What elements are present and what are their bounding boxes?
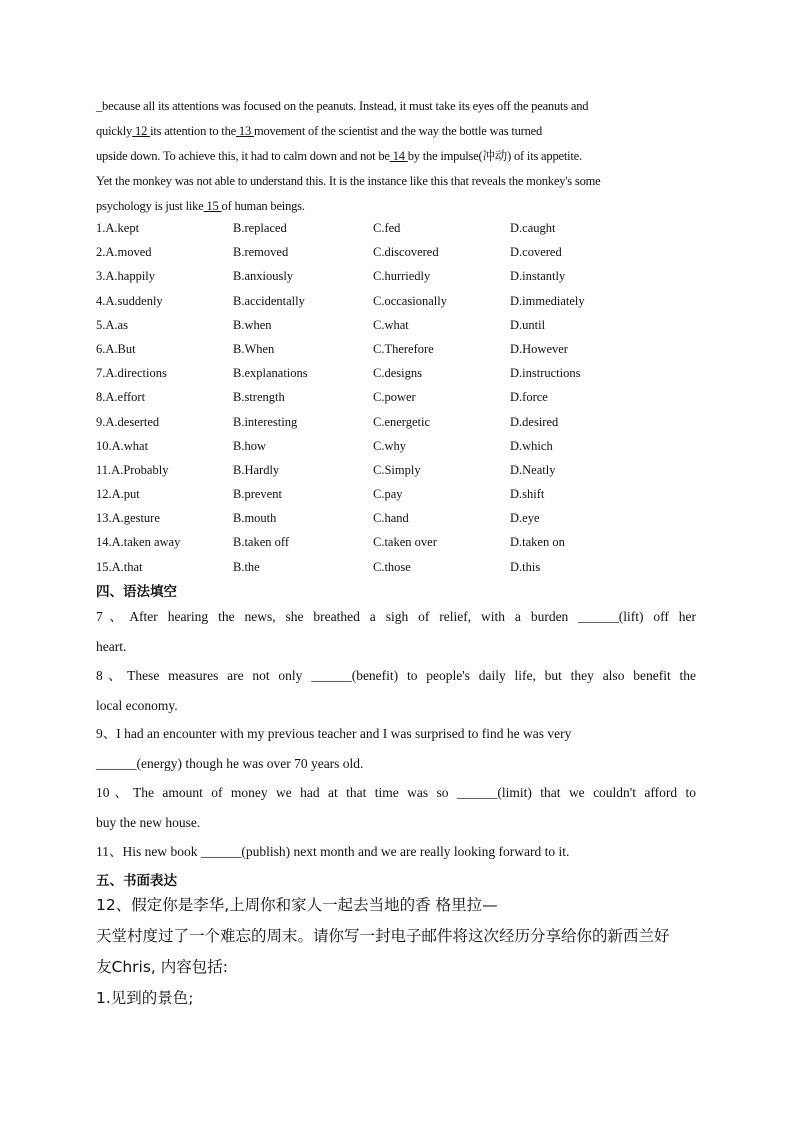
grammar-question-9: 9、I had an encounter with my previous teacher and I was surprised to find he was very ______(energy) though he was over 70 years old. — [96, 726, 572, 771]
grammar-question-10: 10、The amount of money we had at that time was so ______(limit) that we couldn't afford to buy the new house. — [96, 785, 696, 830]
option-d: D.shift — [510, 487, 545, 502]
grammar-question-8: 8、These measures are not only ______(benefit) to people's daily life, but they also benefit the local economy. — [96, 668, 696, 713]
option-a: 14.A.taken away — [96, 535, 181, 550]
option-d: D.However — [510, 341, 568, 356]
option-row — [96, 436, 696, 460]
option-a: 15.A.that — [96, 559, 143, 574]
option-b: B.When — [233, 341, 275, 356]
passage-line-1: _because all its attentions was focused on the peanuts. Instead, it must take its eyes off the peanuts and — [96, 99, 589, 113]
option-a: 4.A.suddenly — [96, 293, 163, 308]
option-b: B.prevent — [233, 487, 282, 502]
option-c: C.discovered — [373, 245, 439, 260]
option-d: D.immediately — [510, 293, 585, 308]
option-row — [96, 557, 696, 581]
option-row — [96, 387, 696, 411]
option-row — [96, 460, 696, 484]
option-row — [96, 363, 696, 387]
option-c: C.power — [373, 390, 416, 405]
option-d: D.caught — [510, 221, 556, 235]
option-a: 10.A.what — [96, 438, 149, 453]
option-c: C.energetic — [373, 414, 431, 429]
option-d: D.until — [510, 317, 546, 332]
option-a: 11.A.Probably — [96, 462, 169, 477]
option-d: D.force — [510, 390, 548, 405]
option-d: D.which — [510, 438, 553, 453]
option-b: B.the — [233, 559, 260, 574]
writing-line-4: 1.见到的景色; — [96, 989, 194, 1007]
option-d: D.covered — [510, 245, 562, 260]
blank-15: 15 — [203, 199, 222, 213]
option-row — [96, 291, 696, 315]
option-b: B.accidentally — [233, 293, 305, 308]
option-a: 1.A.kept — [96, 221, 140, 235]
grammar-question-11: 11、His new book ______(publish) next month and we are really looking forward to it. — [96, 844, 570, 859]
option-row — [96, 484, 696, 508]
option-a: 2.A.moved — [96, 245, 152, 260]
option-c: C.Therefore — [373, 341, 434, 356]
option-c: C.why — [373, 438, 406, 453]
writing-line-1: 12、假定你是李华,上周你和家人一起去当地的香 格里拉— — [96, 896, 498, 914]
option-b: B.strength — [233, 390, 285, 405]
option-b: B.when — [233, 317, 272, 332]
option-b: B.Hardly — [233, 462, 280, 477]
passage-line-3: upside down. To achieve this, it had to calm down and not be 14 by the impulse(冲动) of its appetite. — [96, 149, 582, 163]
option-c: C.what — [373, 317, 409, 332]
grammar-question-7: 7、After hearing the news, she breathed a sigh of relief, with a burden ______(lift) off her heart. — [96, 609, 696, 654]
option-b: B.replaced — [233, 221, 287, 235]
option-c: C.hand — [373, 511, 409, 526]
option-a: 5.A.as — [96, 317, 128, 332]
option-c: C.fed — [373, 221, 401, 235]
section-title-grammar: 四、语法填空 — [96, 584, 177, 600]
passage-line-5: psychology is just like 15 of human beings. — [96, 199, 305, 213]
option-c: C.designs — [373, 366, 422, 381]
blank-14: 14 — [389, 149, 408, 163]
writing-line-3: 友Chris, 内容包括: — [96, 958, 228, 976]
option-d: D.eye — [510, 511, 540, 526]
option-a: 8.A.effort — [96, 390, 146, 405]
passage-line-2: quickly 12 its attention to the 13 movement of the scientist and the way the bottle was turned — [96, 124, 543, 138]
option-a: 13.A.gesture — [96, 511, 160, 526]
option-row — [96, 412, 696, 436]
option-b: B.anxiously — [233, 269, 294, 284]
option-row — [96, 218, 696, 242]
writing-prompt — [96, 890, 706, 1014]
option-d: D.desired — [510, 414, 559, 429]
option-d: D.Neatly — [510, 462, 556, 477]
option-b: B.interesting — [233, 414, 298, 429]
option-b: B.removed — [233, 245, 289, 260]
option-d: D.instantly — [510, 269, 566, 284]
option-a: 3.A.happily — [96, 269, 156, 284]
option-d: D.taken on — [510, 535, 565, 550]
option-row — [96, 532, 696, 556]
option-a: 9.A.deserted — [96, 414, 160, 429]
option-row — [96, 266, 696, 290]
blank-12: 12 — [132, 124, 151, 138]
section-title-writing: 五、书面表达 — [96, 873, 177, 889]
option-c: C.Simply — [373, 462, 421, 477]
option-b: B.explanations — [233, 366, 308, 381]
option-c: C.pay — [373, 487, 403, 502]
blank-13: 13 — [235, 124, 254, 138]
option-a: 12.A.put — [96, 487, 140, 502]
option-c: C.hurriedly — [373, 269, 431, 284]
option-b: B.how — [233, 438, 266, 453]
option-a: 7.A.directions — [96, 366, 167, 381]
passage-line-4: Yet the monkey was not able to understand this. It is the instance like this that reveals the monkey's some — [96, 174, 601, 188]
option-b: B.mouth — [233, 511, 277, 526]
option-d: D.this — [510, 559, 541, 574]
option-row — [96, 339, 696, 363]
option-row — [96, 315, 696, 339]
option-a: 6.A.But — [96, 341, 136, 356]
option-d: D.instructions — [510, 366, 581, 381]
option-row — [96, 508, 696, 532]
option-c: C.those — [373, 559, 411, 574]
option-row — [96, 242, 696, 266]
writing-line-2: 天堂村度过了一个难忘的周末。请你写一封电子邮件将这次经历分享给你的新西兰好 — [96, 927, 670, 945]
option-c: C.taken over — [373, 535, 437, 550]
answer-options — [96, 218, 696, 581]
option-c: C.occasionally — [373, 293, 447, 308]
option-b: B.taken off — [233, 535, 290, 550]
cloze-passage — [96, 94, 696, 219]
